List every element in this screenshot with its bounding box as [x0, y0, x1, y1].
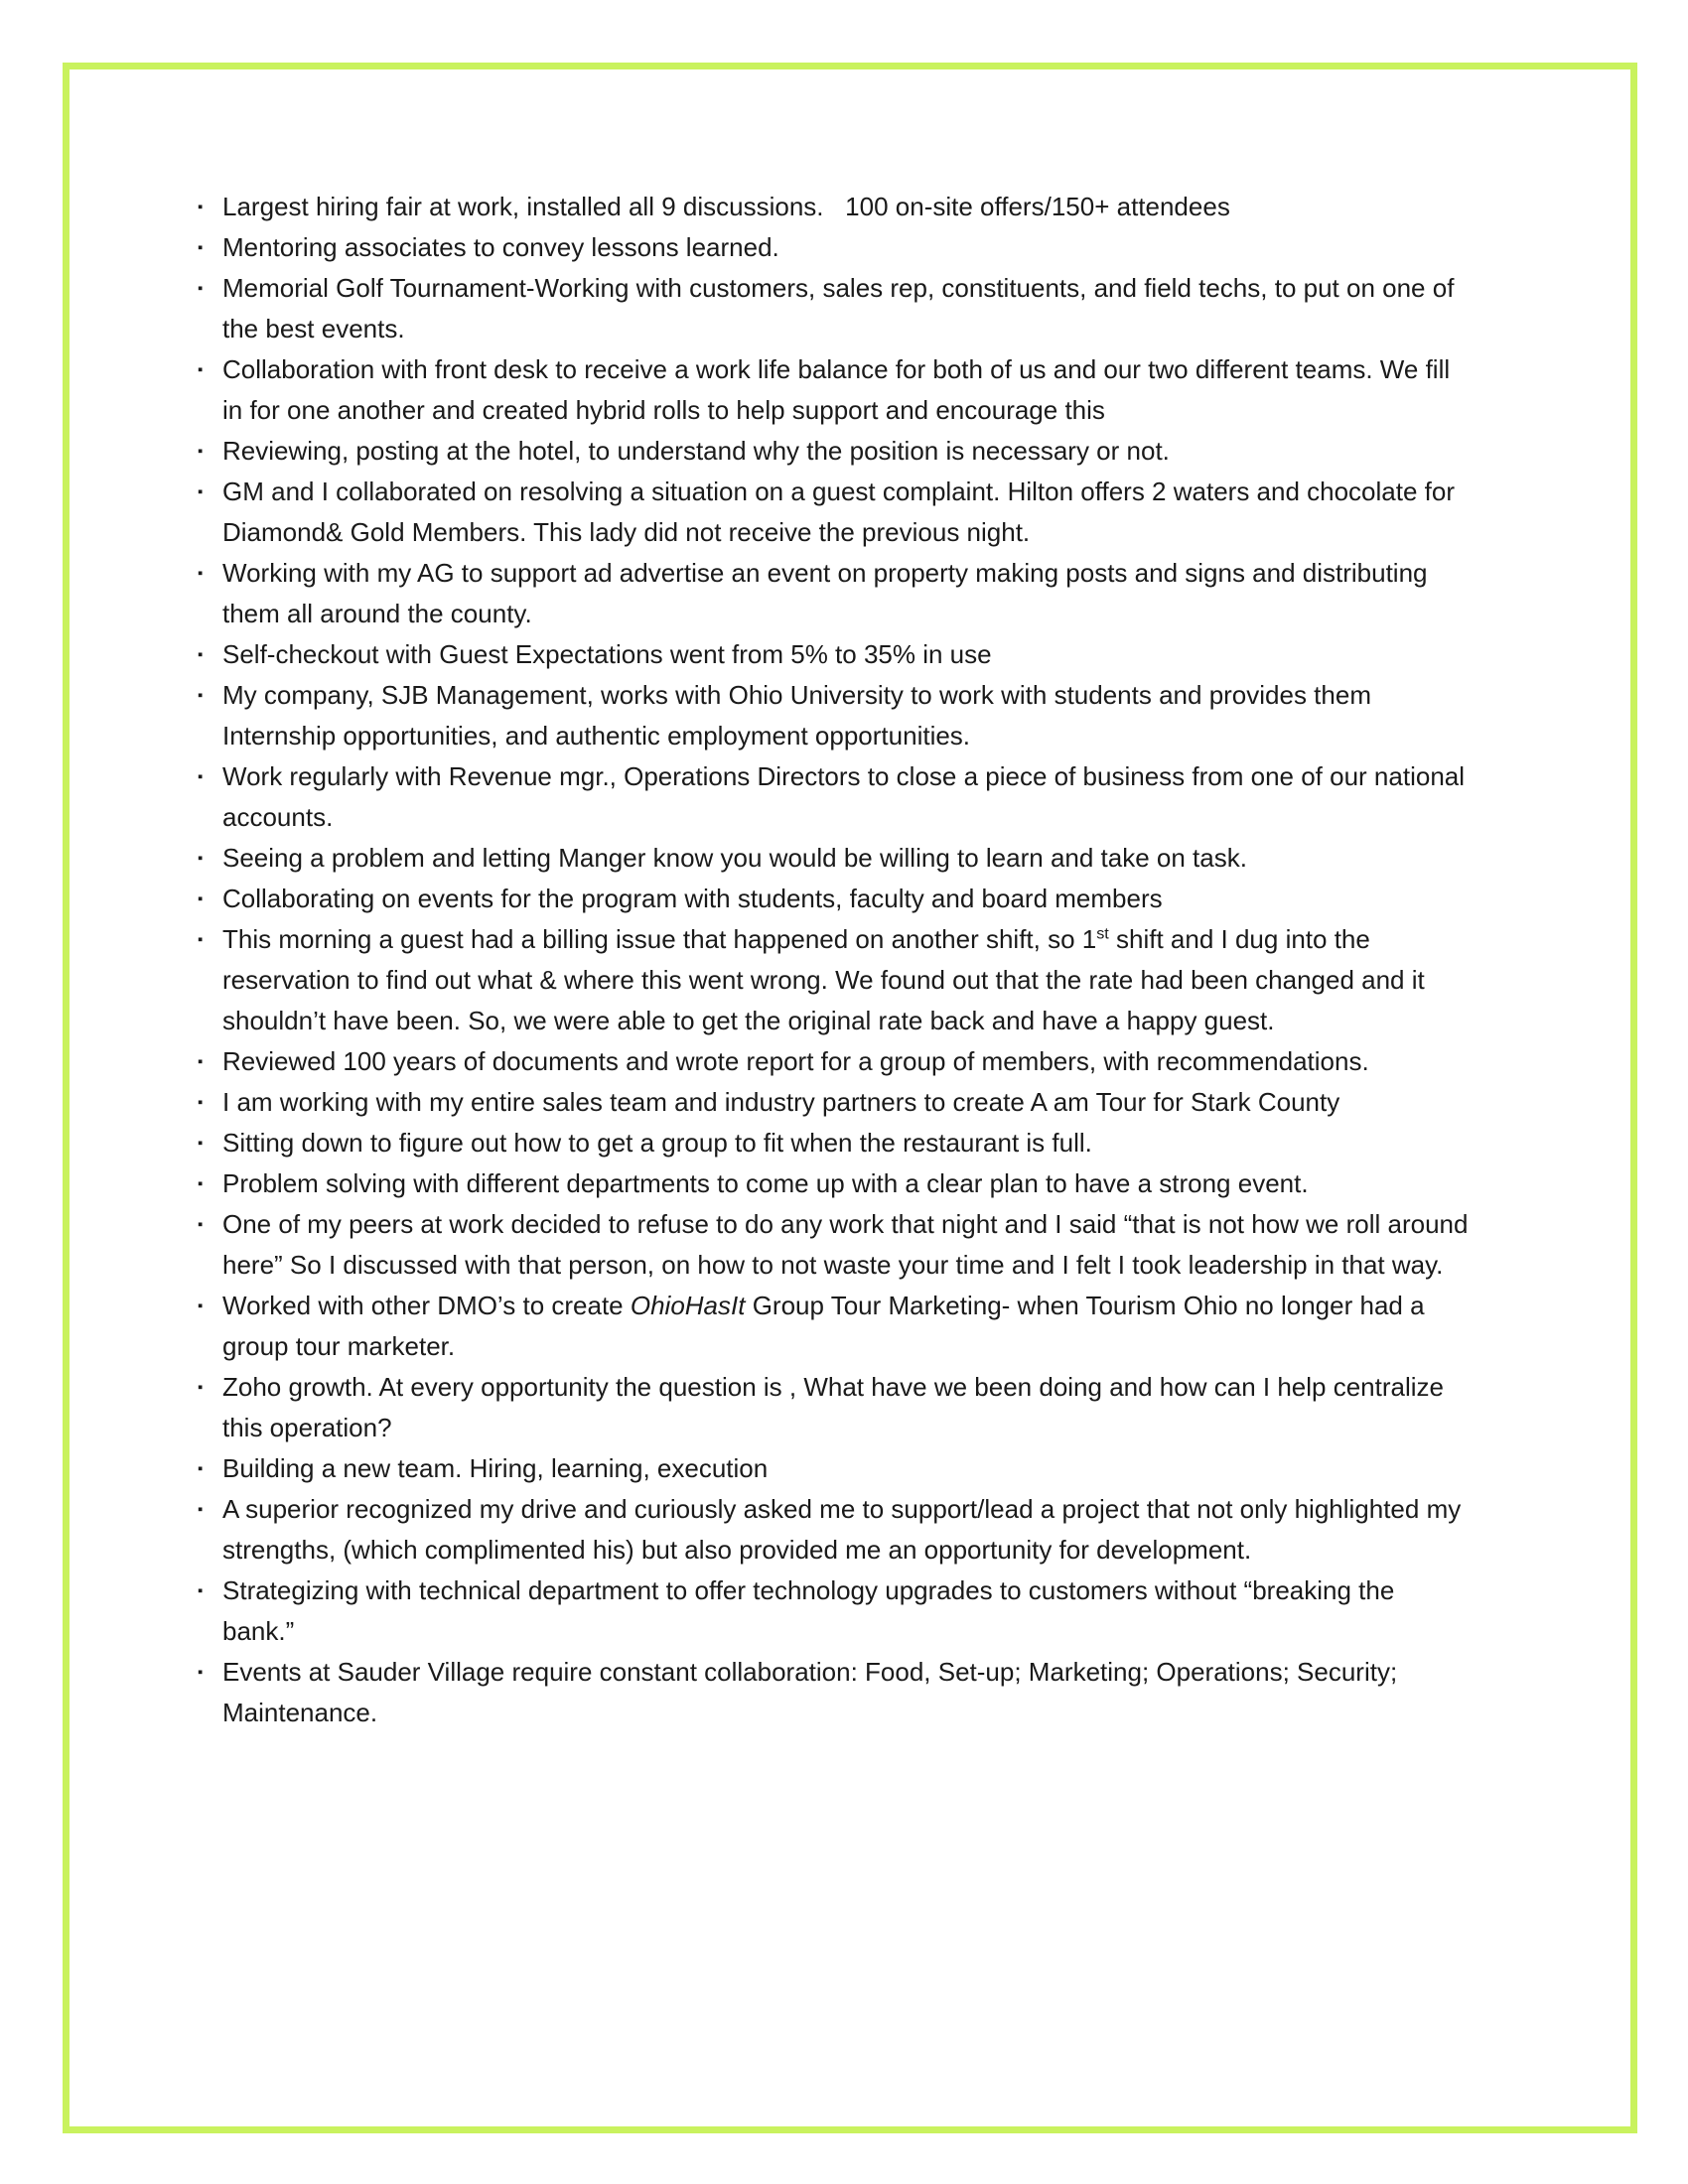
list-item-text: Reviewed 100 years of documents and wrote report for a group of members, with recommendations.	[222, 1046, 1369, 1076]
list-item	[197, 553, 1470, 634]
list-item	[197, 1204, 1476, 1286]
list-item-text: I am working with my entire sales team and industry partners to create A am Tour for Stark County	[222, 1087, 1340, 1117]
bullet-square-icon: ▪	[198, 1582, 204, 1599]
list-item	[197, 268, 1470, 349]
list-item-text: Seeing a problem and letting Manger know you would be willing to learn and take on task.	[222, 843, 1247, 873]
list-item	[197, 1489, 1470, 1570]
list-item-text: Reviewing, posting at the hotel, to understand why the position is necessary or not.	[222, 436, 1170, 466]
list-item-text: This morning a guest had a billing issue that happened on another shift, so 1st shift and I dug into the reservation to find out what & where this went wrong. We found out that the rate had been changed and it shouldn’t have been. So, we were able to get the original rate back and have a happy guest.	[222, 924, 1432, 1035]
list-item-text: My company, SJB Management, works with Ohio University to work with students and provides them Internship opportunities, and authentic employment opportunities.	[222, 680, 1379, 751]
bullet-square-icon: ▪	[198, 931, 204, 948]
bullet-square-icon: ▪	[198, 199, 204, 215]
list-item-text: Mentoring associates to convey lessons learned.	[222, 232, 779, 262]
bullet-square-icon: ▪	[198, 1460, 204, 1477]
list-item-text: Work regularly with Revenue mgr., Operations Directors to close a piece of business from one of our national accounts.	[222, 761, 1473, 832]
list-item	[197, 349, 1470, 431]
bullet-square-icon: ▪	[198, 1664, 204, 1681]
bullet-square-icon: ▪	[198, 768, 204, 785]
list-item	[197, 1570, 1470, 1652]
list-item	[197, 187, 1470, 227]
list-item-text: Problem solving with different departments to come up with a clear plan to have a strong event.	[222, 1168, 1309, 1198]
bullet-square-icon: ▪	[198, 687, 204, 704]
list-item-text: Strategizing with technical department to offer technology upgrades to customers without “breaking the bank.”	[222, 1575, 1402, 1646]
list-item	[197, 1367, 1470, 1448]
list-item-text: Collaboration with front desk to receive a work life balance for both of us and our two different teams. We fill in for one another and created hybrid rolls to help support and encourage this	[222, 354, 1458, 425]
list-item	[197, 1286, 1470, 1367]
list-item	[197, 1163, 1470, 1204]
list-item-text: Memorial Golf Tournament-Working with customers, sales rep, constituents, and field techs, to put on one of the best events.	[222, 273, 1462, 343]
list-item	[197, 1652, 1470, 1733]
list-item-text: Building a new team. Hiring, learning, execution	[222, 1453, 769, 1483]
list-item-text: GM and I collaborated on resolving a situation on a guest complaint. Hilton offers 2 waters and chocolate for Diamond& Gold Members. This lady did not receive the previous night.	[222, 477, 1463, 547]
list-item	[197, 756, 1473, 838]
list-item-text: A superior recognized my drive and curiously asked me to support/lead a project that not only highlighted my strengths, (which complimented his) but also provided me an opportunity for development.	[222, 1494, 1469, 1565]
bullet-square-icon: ▪	[198, 1135, 204, 1152]
list-item	[197, 879, 1470, 919]
list-item	[197, 1448, 1470, 1489]
list-item	[197, 1123, 1470, 1163]
list-item-text: Working with my AG to support ad advertise an event on property making posts and signs and distributing them all around the county.	[222, 558, 1435, 628]
bullet-square-icon: ▪	[198, 1094, 204, 1111]
bullet-square-icon: ▪	[198, 483, 204, 500]
bullet-square-icon: ▪	[198, 1175, 204, 1192]
list-item-text: Self-checkout with Guest Expectations went from 5% to 35% in use	[222, 639, 992, 669]
list-item-text: Sitting down to figure out how to get a group to fit when the restaurant is full.	[222, 1128, 1092, 1158]
bullet-square-icon: ▪	[198, 443, 204, 460]
bullet-list	[197, 187, 1476, 1733]
bullet-square-icon: ▪	[198, 1501, 204, 1518]
bullet-square-icon: ▪	[198, 1297, 204, 1314]
list-item-text: Events at Sauder Village require constant collaboration: Food, Set-up; Marketing; Operations; Security; Maintenance.	[222, 1657, 1405, 1727]
bullet-square-icon: ▪	[198, 1379, 204, 1396]
bullet-square-icon: ▪	[198, 1216, 204, 1233]
list-item	[197, 1082, 1470, 1123]
list-item	[197, 472, 1470, 553]
list-item	[197, 1041, 1470, 1082]
list-item-text: Collaborating on events for the program with students, faculty and board members	[222, 884, 1163, 913]
bullet-square-icon: ▪	[198, 239, 204, 256]
bullet-square-icon: ▪	[198, 280, 204, 297]
list-item	[197, 838, 1470, 879]
list-item	[197, 227, 1470, 268]
list-item-text: One of my peers at work decided to refuse to do any work that night and I said “that is not how we roll around here” So I discussed with that person, on how to not waste your time and I felt I took leadership in that way.	[222, 1209, 1476, 1280]
list-item	[197, 634, 1470, 675]
list-item-text: Worked with other DMO’s to create OhioHasIt Group Tour Marketing- when Tourism Ohio no longer had a group tour marketer.	[222, 1291, 1432, 1361]
list-item	[197, 431, 1470, 472]
bullet-square-icon: ▪	[198, 361, 204, 378]
bullet-square-icon: ▪	[198, 890, 204, 907]
bullet-square-icon: ▪	[198, 1053, 204, 1070]
bullet-square-icon: ▪	[198, 646, 204, 663]
bullet-square-icon: ▪	[198, 565, 204, 582]
bullet-square-icon: ▪	[198, 850, 204, 867]
list-item-text: Zoho growth. At every opportunity the question is , What have we been doing and how can I help centralize this operation?	[222, 1372, 1452, 1442]
list-item	[197, 675, 1470, 756]
list-item-text: Largest hiring fair at work, installed all 9 discussions. 100 on-site offers/150+ attendees	[222, 192, 1230, 221]
list-item	[197, 919, 1470, 1041]
